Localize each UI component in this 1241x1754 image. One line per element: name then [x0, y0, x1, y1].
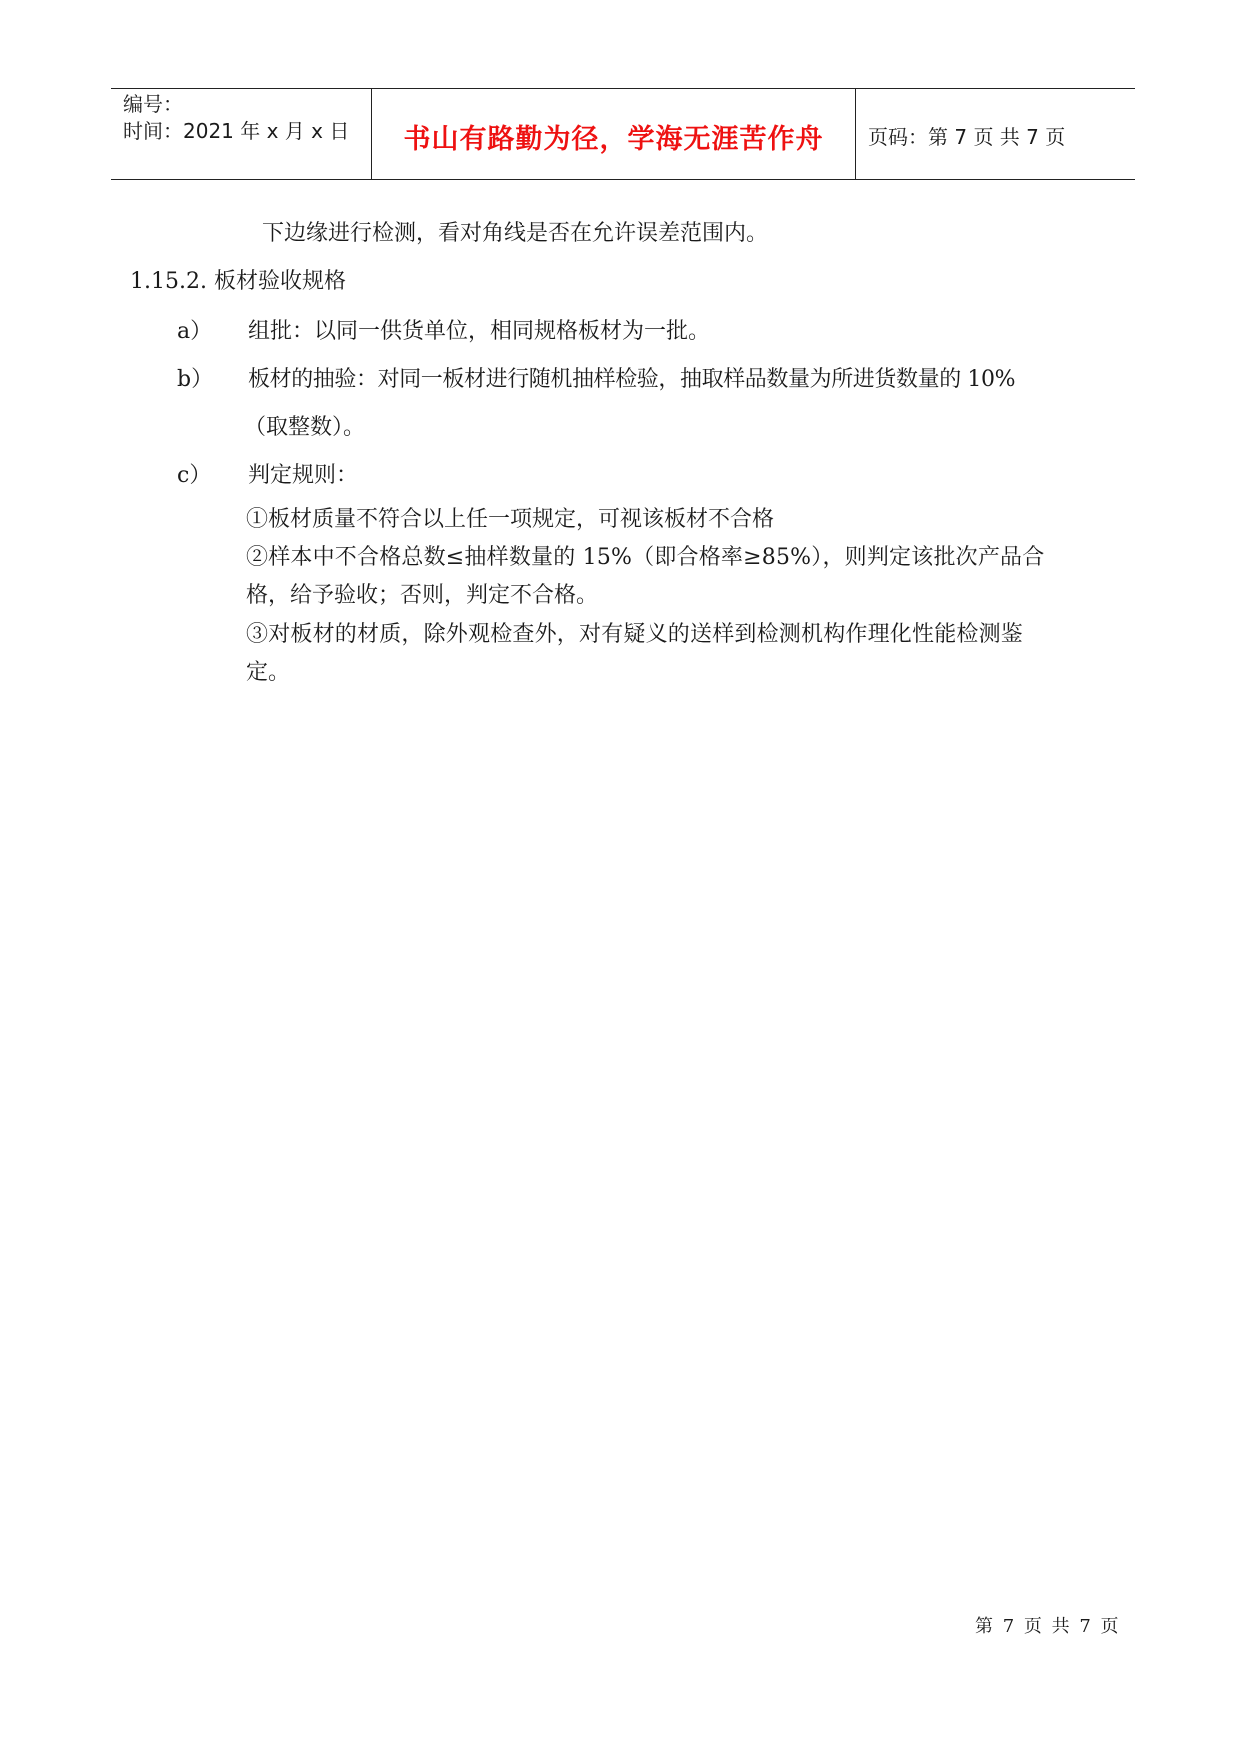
list-marker-c: c） [177, 463, 212, 488]
rule-2-line1: ②样本中不合格总数≤抽样数量的 15%（即合格率≥85%），则判定该批次产品合 [246, 545, 1045, 570]
rule-2-line2: 格，给予验收；否则，判定不合格。 [246, 583, 599, 608]
rule-3-line2: 定。 [246, 660, 291, 685]
header-page-info: 页码：第 7 页 共 7 页 [868, 124, 1066, 149]
document-number-label: 编号： [123, 92, 183, 116]
list-item-b-text-line1: 板材的抽验：对同一板材进行随机抽样检验，抽取样品数量为所进货数量的 10% [248, 367, 1016, 392]
list-marker-a: a） [177, 319, 213, 344]
header-motto: 书山有路勤为径，学海无涯苦作舟 [403, 123, 824, 155]
page-footer: 第 7 页 共 7 页 [975, 1616, 1121, 1637]
rule-3-line1: ③对板材的材质，除外观检查外，对有疑义的送样到检测机构作理化性能检测鉴 [246, 622, 1024, 647]
list-item-b-text-line2: （取整数）。 [244, 415, 366, 440]
document-time: 时间：2021 年 x 月 x 日 [123, 119, 350, 143]
rule-1: ①板材质量不符合以上任一项规定，可视该板材不合格 [246, 507, 775, 532]
page-header [111, 88, 1135, 180]
header-meta-cell [111, 89, 372, 179]
list-item-a-text: 组批：以同一供货单位，相同规格板材为一批。 [248, 319, 711, 344]
list-marker-b: b） [177, 367, 214, 392]
continuation-paragraph: 下边缘进行检测，看对角线是否在允许误差范围内。 [262, 221, 769, 246]
list-item-c-text: 判定规则： [248, 463, 359, 488]
section-heading: 1.15.2. 板材验收规格 [130, 269, 346, 294]
header-motto-cell [372, 89, 856, 179]
header-page-cell [856, 89, 1135, 179]
